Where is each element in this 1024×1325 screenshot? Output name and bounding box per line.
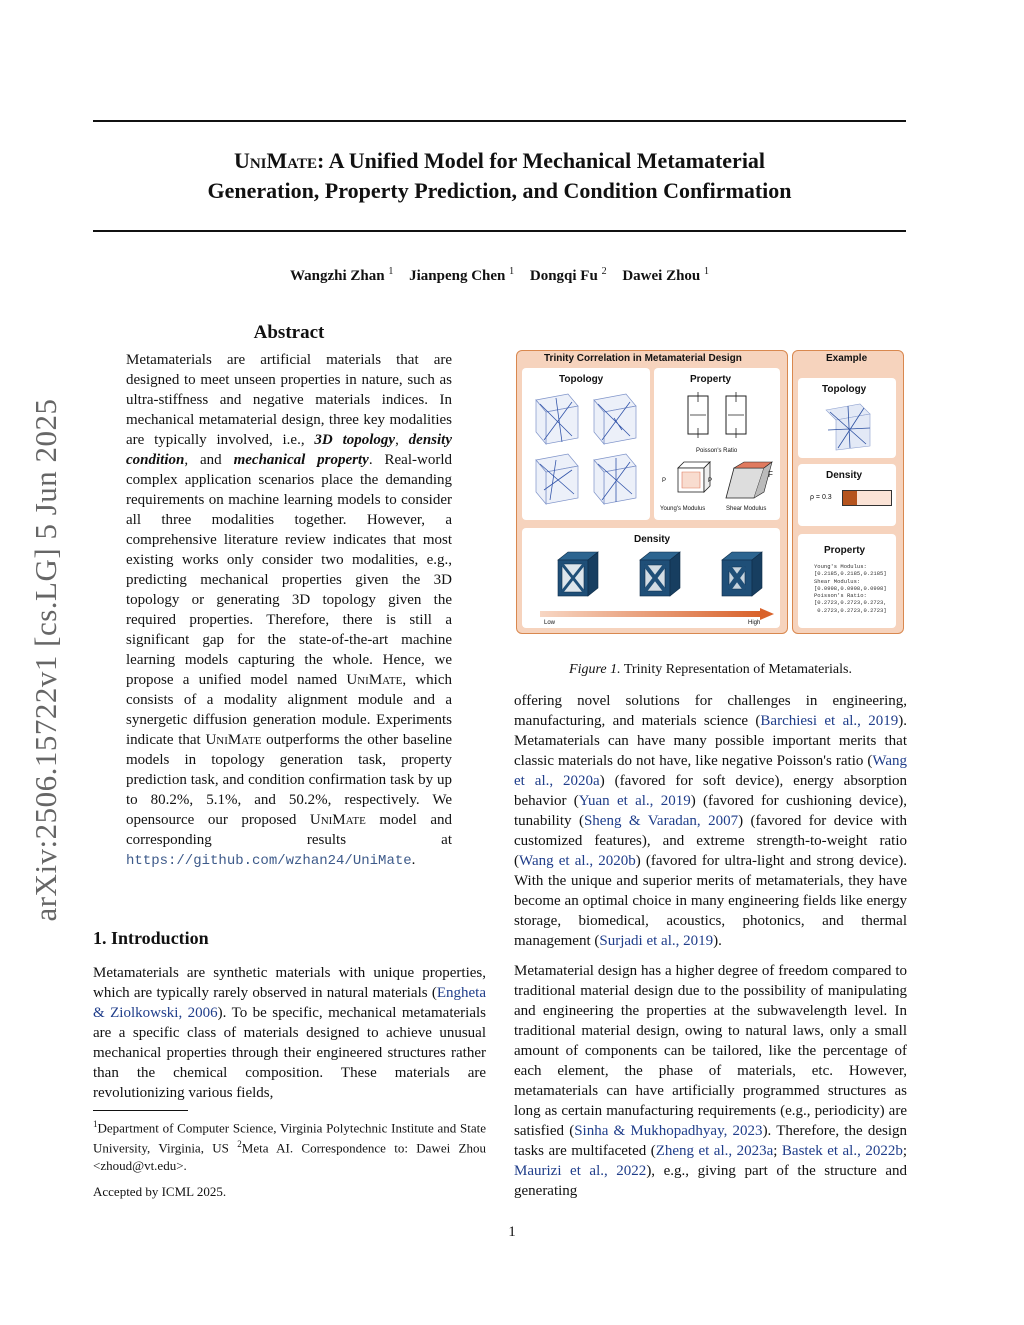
title-line1: : A Unified Model for Mechanical Metamaterial — [317, 148, 766, 173]
citation-link[interactable]: Yuan et al., 2019 — [578, 793, 691, 809]
poisson-label: Poisson's Ratio — [696, 448, 738, 454]
example-topology-label: Topology — [822, 384, 867, 395]
force-p: P — [708, 478, 713, 484]
author: Dawei Zhou $^1$ — [622, 266, 710, 284]
intro-paragraph: Metamaterials are synthetic materials with unique properties, which are typically rarely observed in natural materials (Engheta & Ziolkowski, 2006). To be specific, mechanical metamaterials are a specific class of materials designed to achieve unusual mechanical properties through their engineered structures rather than the chemical composition. These materials are revolutionizing various fields, — [93, 965, 486, 1101]
abstract-heading: Abstract — [253, 322, 325, 343]
citation-link[interactable]: Engheta & Ziolkowski, 2006 — [93, 985, 486, 1021]
author: Wangzhi Zhan $^1$ — [289, 266, 394, 284]
example-property-label: Property — [824, 545, 866, 556]
author-list — [93, 266, 906, 285]
density-bar-fill — [843, 491, 857, 505]
arxiv-stamp: arXiv:2506.15722v1 [cs.LG] 5 Jun 2025 — [28, 398, 63, 922]
citation-link[interactable]: Sinha & Mukhopadhyay, 2023 — [574, 1123, 763, 1139]
high-label: High — [748, 620, 761, 626]
example-title: Example — [826, 353, 868, 364]
density-gradient-arrow — [540, 608, 774, 620]
citation-link[interactable]: Bastek et al., 2022b — [781, 1143, 903, 1159]
citation-link[interactable]: Zheng et al., 2023a — [655, 1143, 774, 1159]
density-cubes — [540, 548, 770, 610]
force-p: P — [662, 478, 667, 484]
top-rule — [93, 120, 906, 122]
property-label: Property — [690, 374, 732, 385]
abstract-body: Metamaterials are artificial materials that are designed to meet unseen properties in nature, such as ultra-stiffness and negative materials indices. In mechanical metamaterial design, three key modalities are typically involved, i.e., 3D topology, density condition, and mechanical property. Real-world complex application scenarios place the demanding requirements on machine learning models to consider all three modalities together. However, a comprehensive literature review indicates that most existing works only consider two modalities, e.g., predicting mechanical properties given the 3D topology or generating 3D topology given the required properties. Therefore, there is still a significant gap for the state-of-the-art machine learning models capturing the whole. Hence, we propose a unified model named UniMate, which consists of a modality alignment module and a synergetic diffusion generation module. Experiments indicate that UniMate outperforms the other baseline models in topology generation task, property prediction task, and condition confirmation task by up to 80.2%, 5.1%, and 50.2%, respectively. We opensource our proposed UniMate model and corresponding results at https://github.com/wzhan24/UniMate. — [126, 352, 453, 869]
citation-link[interactable]: Sheng & Varadan, 2007 — [583, 813, 739, 829]
force-f: F — [768, 470, 773, 479]
citation-link[interactable]: Surjadi et al., 2019 — [599, 933, 714, 949]
trinity-title: Trinity Correlation in Metamaterial Design — [544, 353, 742, 364]
right-paragraph-2: Metamaterial design has a higher degree of freedom compared to traditional material design due to the possibility of manipulating and engineering the properties at the subwavelength level. In traditional material design, owing to natural laws, only a small amount of components can be tailored, like the percentage of each element, the phase of materials, etc. However, metamaterials can have artificially programmed structures as long as certain manufacturing requirements (e.g., periodicity) are satisfied (Sinha & Mukhopadhyay, 2023). Therefore, the design tasks are multifaceted (Zheng et al., 2023a; Bastek et al., 2022b; Maurizi et al., 2022), e.g., giving part of the structure and generating — [514, 963, 907, 1199]
example-density-value: ρ = 0.3 — [810, 494, 832, 501]
author: Jianpeng Chen $^1$ — [409, 266, 515, 284]
github-link[interactable]: https://github.com/wzhan24/UniMate — [126, 853, 412, 869]
example-lattice — [820, 400, 876, 452]
topology-label: Topology — [559, 374, 604, 385]
citation-link[interactable]: Wang et al., 2020b — [519, 853, 636, 869]
author: Dongqi Fu $^2$ — [529, 266, 607, 284]
title-line2: Generation, Property Prediction, and Condition Confirmation — [207, 178, 792, 203]
citation-link[interactable]: Maurizi et al., 2022 — [514, 1163, 647, 1179]
footnote-rule — [93, 1110, 188, 1111]
accepted-note: Accepted by ICML 2025. — [93, 1184, 227, 1199]
density-label: Density — [634, 534, 671, 545]
model-name: UniMate — [233, 148, 317, 173]
poisson-diagram — [680, 392, 760, 438]
citation-link[interactable]: Wang et al., 2020a — [514, 753, 907, 789]
density-bar — [842, 490, 892, 506]
citation-link[interactable]: Barchiesi et al., 2019 — [760, 713, 899, 729]
example-property-values: Young's Modulus: [0.2185,0.2185,0.2185] Shear Modulus: [0.0998,0.0998,0.0998] Poisson's Ratio: [0.2723,0.2723,0.2723, 0.2723,0.2723,0.2723] — [814, 563, 887, 614]
paper-title — [93, 146, 906, 206]
shear-label: Shear Modulus — [726, 506, 767, 512]
lattice-structures — [526, 390, 646, 515]
example-density-label: Density — [826, 470, 863, 481]
youngs-label: Young's Modulus — [660, 506, 706, 512]
shear-block — [724, 458, 780, 504]
intro-heading: 1. Introduction — [93, 928, 209, 948]
page-number: 1 — [508, 1224, 516, 1240]
figure-caption: Figure 1. Trinity Representation of Metamaterials. — [569, 662, 852, 677]
figure-1 — [514, 348, 906, 638]
right-paragraph-1: offering novel solutions for challenges in engineering, manufacturing, and materials science (Barchiesi et al., 2019). Metamaterials can have many possible important merits that classic materials do not have, like negative Poisson's ratio (Wang et al., 2020a) (favored for soft device), energy absorption behavior (Yuan et al., 2019) (favored for cushioning device), tunability (Sheng & Varadan, 2007) (favored for device with customized features), and extreme strength-to-weight ratio (Wang et al., 2020b) (favored for ultra-light and strong device). With the unique and superior merits of metamaterials, they have become an optimal choice in many engineering fields like energy storage, biomedical, acoustics, photonics, and thermal management (Surjadi et al., 2019). — [514, 693, 908, 949]
bottom-rule — [93, 230, 906, 232]
footnote: $^1$Department of Computer Science, Virginia Polytechnic Institute and State University, Virginia, US $^2$Meta AI. Correspondence to: Dawei Zhou <zhoud@vt.edu>. — [93, 1119, 486, 1173]
low-label: Low — [544, 620, 556, 626]
